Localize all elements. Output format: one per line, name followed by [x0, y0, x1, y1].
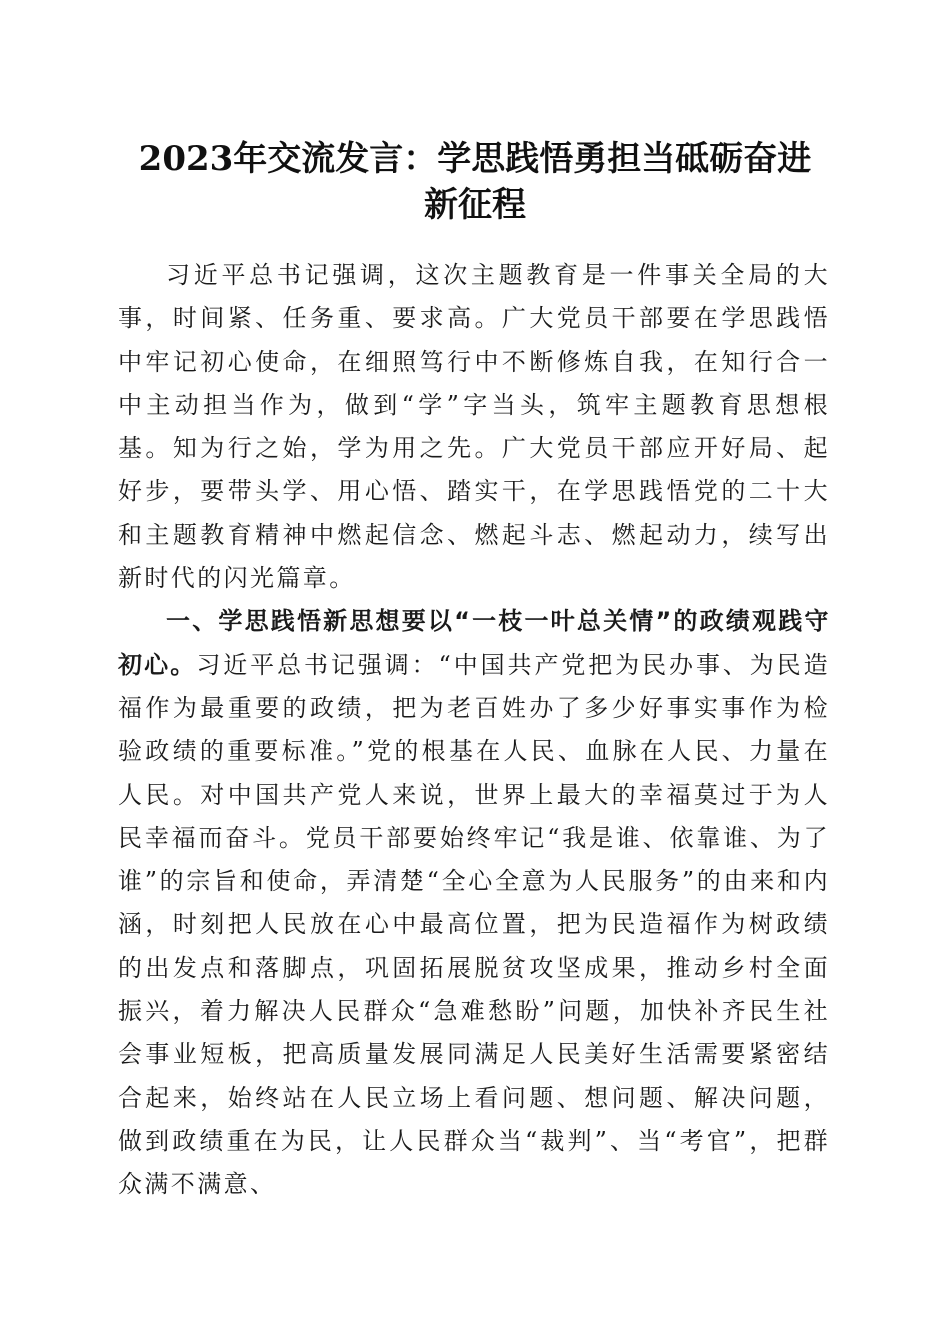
- document-body: [118, 254, 830, 1207]
- title-line-2: 新征程: [424, 185, 526, 225]
- section-1-heading: 一、学思践悟新思想要以“一枝一叶总关情”的政绩观践守初心。: [118, 607, 830, 679]
- intro-paragraph: 习近平总书记强调，这次主题教育是一件事关全局的大事，时间紧、任务重、要求高。广大党员干部要在学思践悟中牢记初心使命，在细照笃行中不断修炼自我，在知行合一中主动担当作为，做到“学”字当头，筑牢主题教育思想根基。知为行之始，学为用之先。广大党员干部应开好局、起好步，要带头学、用心悟、踏实干，在学思践悟党的二十大和主题教育精神中燃起信念、燃起斗志、燃起动力，续写出新时代的闪光篇章。: [118, 261, 830, 593]
- title-line-1: 2023年交流发言：学思践悟勇担当砥砺奋进: [138, 139, 812, 179]
- section-1-text: 习近平总书记强调：“中国共产党把为民办事、为民造福作为最重要的政绩，把为老百姓办了多少好事实事作为检验政绩的重要标准。”党的根基在人民、血脉在人民、力量在人民。对中国共产党人来说，世界上最大的幸福莫过于为人民幸福而奋斗。党员干部要始终牢记“我是谁、依靠谁、为了谁”的宗旨和使命，弄清楚“全心全意为人民服务”的由来和内涵，时刻把人民放在心中最高位置，把为民造福作为树政绩的出发点和落脚点，巩固拓展脱贫攻坚成果，推动乡村全面振兴，着力解决人民群众“急难愁盼”问题，加快补齐民生社会事业短板，把高质量发展同满足人民美好生活需要紧密结合起来，始终站在人民立场上看问题、想问题、解决问题，做到政绩重在为民，让人民群众当“裁判”、当“考官”，把群众满不满意、: [118, 650, 830, 1199]
- section-1-paragraph: [118, 600, 830, 1206]
- document-title: [100, 136, 850, 228]
